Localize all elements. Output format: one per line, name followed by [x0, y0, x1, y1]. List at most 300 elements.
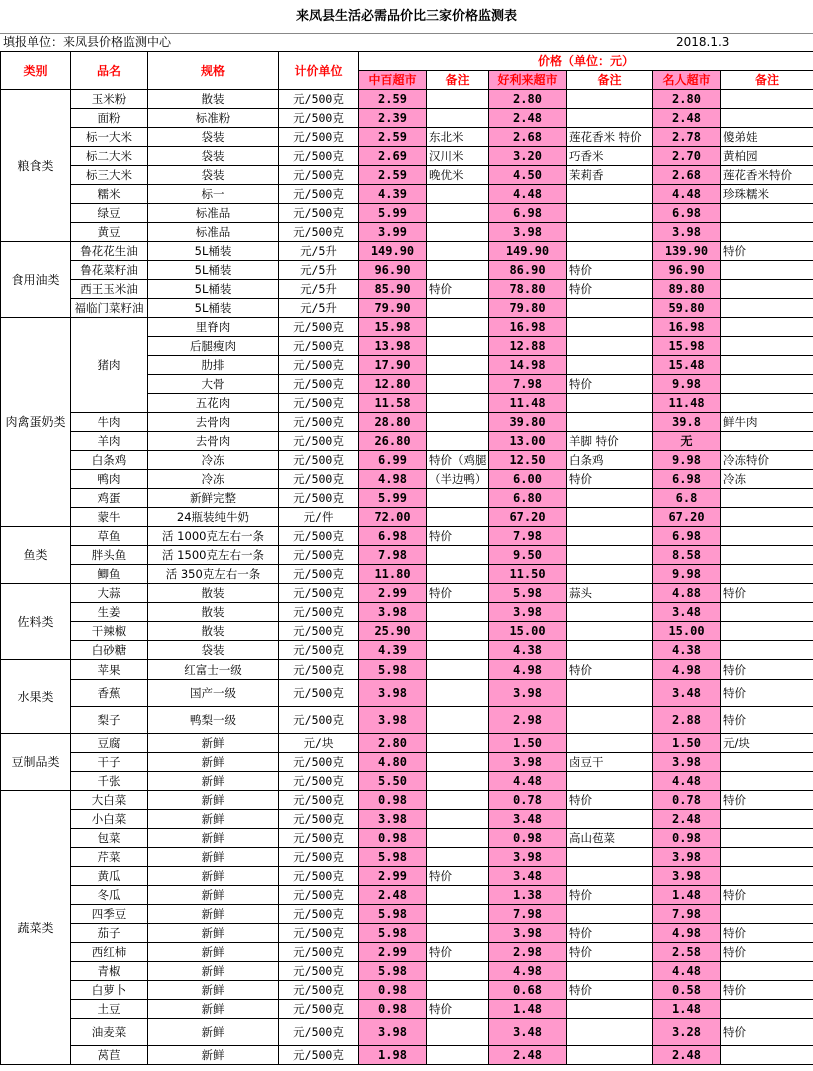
price-store-3: 4.48 — [653, 962, 721, 981]
spec-cell: 新鲜完整 — [148, 489, 279, 508]
table-row — [1, 680, 813, 707]
price-store-2: 39.80 — [489, 413, 567, 432]
category-cell: 肉禽蛋奶类 — [1, 318, 71, 527]
price-store-3: 1.48 — [653, 886, 721, 905]
product-name: 苹果 — [71, 660, 148, 680]
price-store-3: 7.98 — [653, 905, 721, 924]
note-store-2 — [567, 1046, 653, 1065]
price-store-1: 17.90 — [359, 356, 427, 375]
spec-cell: 散装 — [148, 90, 279, 109]
price-store-2: 78.80 — [489, 280, 567, 299]
price-store-2: 4.38 — [489, 641, 567, 660]
price-store-3: 2.68 — [653, 166, 721, 185]
note-store-1 — [427, 1046, 489, 1065]
note-store-3: 莲花香米特价 — [721, 166, 813, 185]
table-row — [1, 641, 813, 660]
note-store-1: （半边鸭） — [427, 470, 489, 489]
table-row — [1, 128, 813, 147]
table-row — [1, 565, 813, 584]
product-name: 茄子 — [71, 924, 148, 943]
price-store-2: 1.50 — [489, 734, 567, 753]
category-cell: 粮食类 — [1, 90, 71, 242]
note-store-1 — [427, 829, 489, 848]
note-store-2 — [567, 527, 653, 546]
unit-cell: 元/500克 — [279, 810, 359, 829]
price-store-3: 1.48 — [653, 1000, 721, 1019]
note-store-1 — [427, 109, 489, 128]
note-store-3 — [721, 546, 813, 565]
table-row — [1, 886, 813, 905]
price-store-2: 9.50 — [489, 546, 567, 565]
table-row — [1, 451, 813, 470]
note-store-1 — [427, 489, 489, 508]
note-store-1 — [427, 261, 489, 280]
product-name: 小白菜 — [71, 810, 148, 829]
price-store-1: 2.59 — [359, 90, 427, 109]
note-store-2: 特价 — [567, 660, 653, 680]
product-name: 大白菜 — [71, 791, 148, 810]
note-store-3: 傻弟娃 — [721, 128, 813, 147]
product-name: 蒙牛 — [71, 508, 148, 527]
header-store-3: 名人超市 — [653, 71, 721, 90]
price-store-2: 3.98 — [489, 680, 567, 707]
price-store-2: 4.98 — [489, 962, 567, 981]
note-store-2 — [567, 622, 653, 641]
product-name: 鲫鱼 — [71, 565, 148, 584]
price-store-1: 0.98 — [359, 791, 427, 810]
price-store-1: 5.98 — [359, 905, 427, 924]
price-store-3: 4.48 — [653, 185, 721, 204]
unit-cell: 元/500克 — [279, 223, 359, 242]
note-store-3 — [721, 432, 813, 451]
price-store-1: 28.80 — [359, 413, 427, 432]
report-date: 2018.1.3 — [676, 35, 730, 49]
spec-cell: 新鲜 — [148, 1046, 279, 1065]
product-name: 鲁花花生油 — [71, 242, 148, 261]
spec-cell: 标准品 — [148, 223, 279, 242]
price-store-1: 11.80 — [359, 565, 427, 584]
table-row — [1, 603, 813, 622]
product-name: 白萝卜 — [71, 981, 148, 1000]
spec-cell: 散装 — [148, 622, 279, 641]
note-store-3 — [721, 318, 813, 337]
price-store-2: 7.98 — [489, 527, 567, 546]
note-store-2: 莲花香米 特价 — [567, 128, 653, 147]
header-note-3: 备注 — [721, 71, 813, 90]
price-store-1: 3.98 — [359, 603, 427, 622]
unit-cell: 元/500克 — [279, 829, 359, 848]
note-store-2 — [567, 962, 653, 981]
unit-cell: 元/500克 — [279, 680, 359, 707]
spec-cell: 新鲜 — [148, 1019, 279, 1046]
spec-cell: 肋排 — [148, 356, 279, 375]
price-rows — [1, 90, 813, 1065]
price-store-1: 1.98 — [359, 1046, 427, 1065]
table-row — [1, 166, 813, 185]
category-cell: 鱼类 — [1, 527, 71, 584]
table-row — [1, 848, 813, 867]
price-store-1: 5.50 — [359, 772, 427, 791]
price-store-2: 4.48 — [489, 772, 567, 791]
product-name: 猪肉 — [71, 318, 148, 413]
price-store-3: 3.98 — [653, 867, 721, 886]
price-store-3: 15.98 — [653, 337, 721, 356]
unit-cell: 元/500克 — [279, 147, 359, 166]
note-store-2 — [567, 905, 653, 924]
table-row — [1, 772, 813, 791]
price-store-1: 3.98 — [359, 680, 427, 707]
price-store-1: 2.99 — [359, 943, 427, 962]
note-store-1 — [427, 204, 489, 223]
note-store-2 — [567, 413, 653, 432]
note-store-3 — [721, 622, 813, 641]
header-note-2: 备注 — [567, 71, 653, 90]
table-row — [1, 962, 813, 981]
unit-cell: 元/500克 — [279, 867, 359, 886]
note-store-2 — [567, 641, 653, 660]
price-store-1: 5.98 — [359, 848, 427, 867]
price-store-1: 149.90 — [359, 242, 427, 261]
price-store-2: 3.98 — [489, 848, 567, 867]
price-store-2: 0.78 — [489, 791, 567, 810]
unit-cell: 元/500克 — [279, 375, 359, 394]
price-store-3: 3.98 — [653, 223, 721, 242]
note-store-3: 特价 — [721, 242, 813, 261]
category-cell: 食用油类 — [1, 242, 71, 318]
spec-cell: 新鲜 — [148, 829, 279, 848]
table-row — [1, 223, 813, 242]
price-store-3: 9.98 — [653, 565, 721, 584]
product-name: 标三大米 — [71, 166, 148, 185]
price-store-3: 3.48 — [653, 680, 721, 707]
spec-cell: 新鲜 — [148, 981, 279, 1000]
spec-cell: 新鲜 — [148, 734, 279, 753]
price-store-3: 8.58 — [653, 546, 721, 565]
price-store-1: 2.80 — [359, 734, 427, 753]
price-store-2: 11.48 — [489, 394, 567, 413]
category-cell: 蔬菜类 — [1, 791, 71, 1065]
price-store-2: 67.20 — [489, 508, 567, 527]
price-store-1: 0.98 — [359, 981, 427, 1000]
unit-cell: 元/500克 — [279, 981, 359, 1000]
price-store-1: 2.99 — [359, 867, 427, 886]
unit-cell: 元/500克 — [279, 356, 359, 375]
product-name: 芹菜 — [71, 848, 148, 867]
price-store-3: 9.98 — [653, 451, 721, 470]
price-store-3: 6.98 — [653, 527, 721, 546]
spec-cell: 新鲜 — [148, 1000, 279, 1019]
price-store-1: 4.98 — [359, 470, 427, 489]
price-store-3: 0.58 — [653, 981, 721, 1000]
note-store-1 — [427, 394, 489, 413]
note-store-1: 晚优米 — [427, 166, 489, 185]
note-store-2: 卤豆干 — [567, 753, 653, 772]
price-store-1: 25.90 — [359, 622, 427, 641]
product-name: 羊肉 — [71, 432, 148, 451]
note-store-2 — [567, 356, 653, 375]
spec-cell: 去骨肉 — [148, 432, 279, 451]
price-store-3: 4.88 — [653, 584, 721, 603]
table-row — [1, 660, 813, 680]
price-store-1: 79.90 — [359, 299, 427, 318]
spec-cell: 大骨 — [148, 375, 279, 394]
price-store-3: 3.28 — [653, 1019, 721, 1046]
category-cell: 水果类 — [1, 660, 71, 734]
spec-cell: 红富士一级 — [148, 660, 279, 680]
note-store-3: 特价 — [721, 886, 813, 905]
note-store-1 — [427, 924, 489, 943]
product-name: 糯米 — [71, 185, 148, 204]
unit-cell: 元/500克 — [279, 1019, 359, 1046]
note-store-3: 特价 — [721, 680, 813, 707]
table-row — [1, 413, 813, 432]
product-name: 牛肉 — [71, 413, 148, 432]
spec-cell: 活 1000克左右一条 — [148, 527, 279, 546]
price-store-1: 5.99 — [359, 204, 427, 223]
note-store-3 — [721, 394, 813, 413]
table-row — [1, 791, 813, 810]
price-store-2: 6.98 — [489, 204, 567, 223]
price-store-2: 1.38 — [489, 886, 567, 905]
spec-cell: 5L桶装 — [148, 280, 279, 299]
note-store-3 — [721, 261, 813, 280]
price-store-3: 2.78 — [653, 128, 721, 147]
note-store-3 — [721, 641, 813, 660]
product-name: 香蕉 — [71, 680, 148, 707]
price-store-1: 0.98 — [359, 829, 427, 848]
note-store-2 — [567, 90, 653, 109]
price-store-2: 15.00 — [489, 622, 567, 641]
header-price-group: 价格（单位：元） — [359, 52, 813, 71]
note-store-2 — [567, 242, 653, 261]
price-store-1: 4.39 — [359, 641, 427, 660]
price-store-3: 2.48 — [653, 810, 721, 829]
note-store-1 — [427, 680, 489, 707]
product-name: 黄豆 — [71, 223, 148, 242]
unit-cell: 元/500克 — [279, 204, 359, 223]
table-row — [1, 981, 813, 1000]
note-store-3 — [721, 810, 813, 829]
note-store-1 — [427, 356, 489, 375]
note-store-1: 特价 — [427, 584, 489, 603]
note-store-3 — [721, 223, 813, 242]
price-store-3: 4.98 — [653, 660, 721, 680]
product-name: 白砂糖 — [71, 641, 148, 660]
price-store-2: 0.68 — [489, 981, 567, 1000]
price-store-2: 4.48 — [489, 185, 567, 204]
note-store-3 — [721, 337, 813, 356]
spec-cell: 5L桶装 — [148, 299, 279, 318]
header-name: 品名 — [71, 52, 148, 90]
note-store-1 — [427, 660, 489, 680]
product-name: 油麦菜 — [71, 1019, 148, 1046]
unit-cell: 元/500克 — [279, 337, 359, 356]
product-name: 白条鸡 — [71, 451, 148, 470]
product-name: 干辣椒 — [71, 622, 148, 641]
unit-cell: 元/500克 — [279, 905, 359, 924]
note-store-1: 特价 — [427, 867, 489, 886]
header-unit: 计价单位 — [279, 52, 359, 90]
price-store-3: 3.98 — [653, 848, 721, 867]
note-store-1 — [427, 707, 489, 734]
price-store-1: 3.98 — [359, 707, 427, 734]
unit-cell: 元/5升 — [279, 261, 359, 280]
product-name: 莴苣 — [71, 1046, 148, 1065]
unit-cell: 元/500克 — [279, 489, 359, 508]
price-store-1: 5.98 — [359, 924, 427, 943]
table-row — [1, 1000, 813, 1019]
price-store-3: 0.98 — [653, 829, 721, 848]
note-store-3 — [721, 356, 813, 375]
price-store-1: 72.00 — [359, 508, 427, 527]
note-store-1: 汉川米 — [427, 147, 489, 166]
price-store-3: 6.98 — [653, 204, 721, 223]
note-store-3 — [721, 905, 813, 924]
price-store-2: 2.98 — [489, 943, 567, 962]
spec-cell: 新鲜 — [148, 753, 279, 772]
spec-cell: 五花肉 — [148, 394, 279, 413]
unit-cell: 元/500克 — [279, 470, 359, 489]
note-store-1: 特价 — [427, 527, 489, 546]
price-store-2: 6.00 — [489, 470, 567, 489]
product-name: 面粉 — [71, 109, 148, 128]
price-store-2: 79.80 — [489, 299, 567, 318]
price-store-3: 11.48 — [653, 394, 721, 413]
note-store-3: 珍珠糯米 — [721, 185, 813, 204]
spec-cell: 新鲜 — [148, 905, 279, 924]
report-info — [0, 34, 813, 51]
note-store-2 — [567, 1019, 653, 1046]
unit-cell: 元/500克 — [279, 772, 359, 791]
price-store-1: 2.48 — [359, 886, 427, 905]
unit-cell: 元/500克 — [279, 318, 359, 337]
price-store-3: 15.00 — [653, 622, 721, 641]
product-name: 豆腐 — [71, 734, 148, 753]
price-store-2: 16.98 — [489, 318, 567, 337]
price-store-1: 5.99 — [359, 489, 427, 508]
price-store-1: 3.98 — [359, 810, 427, 829]
product-name: 标一大米 — [71, 128, 148, 147]
table-row — [1, 753, 813, 772]
note-store-2: 特价 — [567, 375, 653, 394]
note-store-2 — [567, 508, 653, 527]
price-store-1: 0.98 — [359, 1000, 427, 1019]
price-store-1: 4.80 — [359, 753, 427, 772]
note-store-3: 特价 — [721, 943, 813, 962]
note-store-2: 特价 — [567, 924, 653, 943]
price-store-3: 2.70 — [653, 147, 721, 166]
note-store-1 — [427, 981, 489, 1000]
spec-cell: 去骨肉 — [148, 413, 279, 432]
note-store-1 — [427, 546, 489, 565]
price-store-3: 59.80 — [653, 299, 721, 318]
spec-cell: 后腿瘦肉 — [148, 337, 279, 356]
price-store-3: 无 — [653, 432, 721, 451]
note-store-3 — [721, 90, 813, 109]
spec-cell: 新鲜 — [148, 924, 279, 943]
table-row — [1, 622, 813, 641]
spec-cell: 活 1500克左右一条 — [148, 546, 279, 565]
price-store-1: 5.98 — [359, 660, 427, 680]
price-store-2: 4.50 — [489, 166, 567, 185]
price-store-2: 5.98 — [489, 584, 567, 603]
note-store-3 — [721, 848, 813, 867]
note-store-1: 特价 — [427, 1000, 489, 1019]
unit-cell: 元/500克 — [279, 1046, 359, 1065]
note-store-1 — [427, 375, 489, 394]
price-store-3: 9.98 — [653, 375, 721, 394]
note-store-2 — [567, 337, 653, 356]
note-store-2 — [567, 204, 653, 223]
note-store-1: 特价 — [427, 943, 489, 962]
table-row — [1, 299, 813, 318]
spec-cell: 散装 — [148, 603, 279, 622]
price-store-1: 4.39 — [359, 185, 427, 204]
table-row — [1, 867, 813, 886]
price-store-3: 139.90 — [653, 242, 721, 261]
note-store-3: 特价 — [721, 660, 813, 680]
note-store-1 — [427, 622, 489, 641]
header-category: 类别 — [1, 52, 71, 90]
price-store-1: 96.90 — [359, 261, 427, 280]
note-store-2: 特价 — [567, 886, 653, 905]
table-row — [1, 508, 813, 527]
price-store-2: 3.98 — [489, 603, 567, 622]
note-store-1 — [427, 432, 489, 451]
note-store-2: 白条鸡 — [567, 451, 653, 470]
note-store-2 — [567, 185, 653, 204]
sheet-title: 来凤县生活必需品价比三家价格监测表 — [0, 0, 813, 34]
spec-cell: 5L桶装 — [148, 261, 279, 280]
spec-cell: 散装 — [148, 584, 279, 603]
price-store-1: 7.98 — [359, 546, 427, 565]
note-store-2: 特价 — [567, 261, 653, 280]
note-store-3: 冷冻特价 — [721, 451, 813, 470]
price-table — [0, 51, 813, 1065]
spec-cell: 标一 — [148, 185, 279, 204]
price-store-2: 12.88 — [489, 337, 567, 356]
note-store-2 — [567, 565, 653, 584]
note-store-1 — [427, 1019, 489, 1046]
price-store-1: 6.99 — [359, 451, 427, 470]
note-store-3: 特价 — [721, 1019, 813, 1046]
price-store-2: 3.98 — [489, 223, 567, 242]
note-store-1 — [427, 508, 489, 527]
price-store-1: 2.59 — [359, 166, 427, 185]
table-row — [1, 810, 813, 829]
note-store-2 — [567, 848, 653, 867]
note-store-1 — [427, 848, 489, 867]
price-store-2: 149.90 — [489, 242, 567, 261]
price-store-2: 14.98 — [489, 356, 567, 375]
price-store-3: 2.48 — [653, 109, 721, 128]
note-store-2 — [567, 546, 653, 565]
product-name: 西红柿 — [71, 943, 148, 962]
spec-cell: 冷冻 — [148, 470, 279, 489]
header-spec: 规格 — [148, 52, 279, 90]
note-store-2 — [567, 1000, 653, 1019]
spec-cell: 新鲜 — [148, 962, 279, 981]
note-store-1 — [427, 772, 489, 791]
product-name: 包菜 — [71, 829, 148, 848]
note-store-1: 特价（鸡腿 — [427, 451, 489, 470]
table-row — [1, 147, 813, 166]
spec-cell: 里脊肉 — [148, 318, 279, 337]
note-store-3: 鲜牛肉 — [721, 413, 813, 432]
spec-cell: 新鲜 — [148, 848, 279, 867]
price-store-2: 7.98 — [489, 375, 567, 394]
price-store-3: 96.90 — [653, 261, 721, 280]
